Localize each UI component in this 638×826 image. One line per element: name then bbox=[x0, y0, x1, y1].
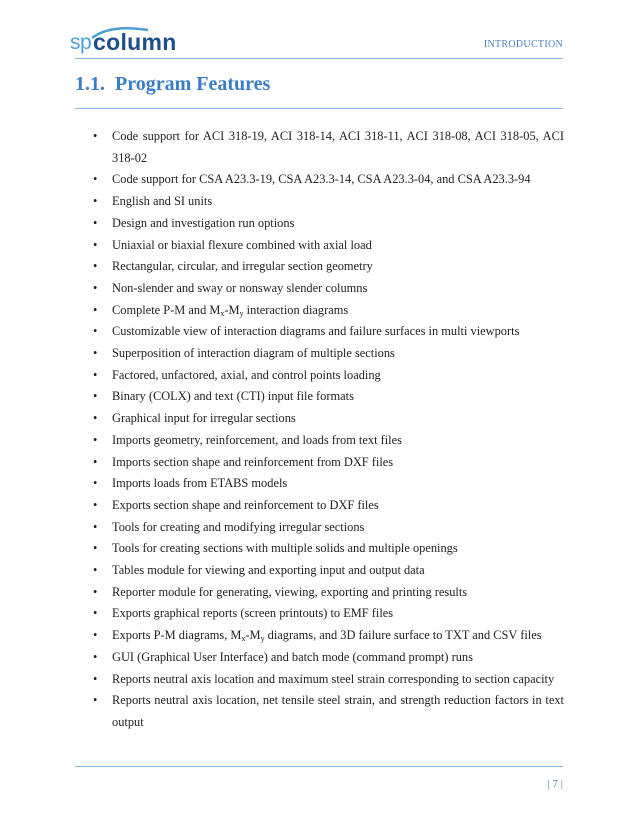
list-item bbox=[92, 625, 564, 647]
list-item bbox=[92, 278, 564, 300]
header-divider bbox=[75, 58, 563, 59]
spcolumn-logo bbox=[70, 26, 190, 56]
bullet-icon: • bbox=[93, 215, 98, 230]
list-item bbox=[92, 235, 564, 257]
feature-text: Code support for CSA A23.3-19, CSA A23.3-14, CSA A23.3-04, and CSA A23.3-94 bbox=[112, 172, 531, 187]
bullet-icon: • bbox=[93, 389, 98, 404]
bullet-icon: • bbox=[93, 671, 98, 686]
list-item bbox=[92, 213, 564, 235]
feature-text: Customizable view of interaction diagrams and failure surfaces in multi viewports bbox=[112, 324, 520, 339]
bullet-icon: • bbox=[93, 259, 98, 274]
bullet-icon: • bbox=[93, 346, 98, 361]
list-item bbox=[92, 300, 564, 322]
list-item bbox=[92, 473, 564, 495]
list-item bbox=[92, 560, 564, 582]
bullet-icon: • bbox=[93, 324, 98, 339]
section-title: Program Features bbox=[115, 73, 271, 95]
list-item bbox=[92, 365, 564, 387]
bullet-icon: • bbox=[93, 302, 98, 317]
bullet-icon: • bbox=[93, 129, 98, 143]
footer-divider bbox=[75, 766, 563, 767]
logo-prefix: sp bbox=[70, 31, 92, 54]
logo-name: column bbox=[93, 29, 177, 55]
feature-text: Rectangular, circular, and irregular section geometry bbox=[112, 259, 373, 274]
feature-text: Imports section shape and reinforcement from DXF files bbox=[112, 454, 394, 469]
feature-text: Binary (COLX) and text (CTI) input file formats bbox=[112, 389, 354, 404]
list-item bbox=[92, 495, 564, 517]
feature-text: Exports graphical reports (screen printouts) to EMF files bbox=[112, 606, 394, 621]
feature-text: Tools for creating and modifying irregular sections bbox=[112, 519, 365, 534]
bullet-icon: • bbox=[93, 172, 98, 187]
page-number: | 7 | bbox=[547, 778, 563, 790]
list-item bbox=[92, 343, 564, 365]
list-item bbox=[92, 538, 564, 560]
list-item bbox=[92, 690, 564, 733]
list-item bbox=[92, 603, 564, 625]
feature-text: Imports geometry, reinforcement, and loads from text files bbox=[112, 432, 402, 447]
feature-text: Exports section shape and reinforcement to DXF files bbox=[112, 497, 379, 512]
feature-text: Non-slender and sway or nonsway slender columns bbox=[112, 280, 368, 295]
bullet-icon: • bbox=[93, 584, 98, 599]
feature-text: Code support for ACI 318-19, ACI 318-14, ACI 318-11, ACI 318-08, ACI 318-05, ACI 318-02 bbox=[112, 129, 564, 165]
bullet-icon: • bbox=[93, 280, 98, 295]
section-number: 1.1. bbox=[75, 73, 105, 95]
list-item bbox=[92, 452, 564, 474]
bullet-icon: • bbox=[93, 411, 98, 426]
feature-text: Tools for creating sections with multiple solids and multiple openings bbox=[112, 541, 458, 556]
feature-text: GUI (Graphical User Interface) and batch mode (command prompt) runs bbox=[112, 649, 473, 664]
bullet-icon: • bbox=[93, 194, 98, 209]
bullet-icon: • bbox=[93, 519, 98, 534]
bullet-icon: • bbox=[93, 693, 98, 708]
list-item bbox=[92, 517, 564, 539]
feature-text: Reports neutral axis location and maximum steel strain corresponding to section capacity bbox=[112, 671, 555, 686]
feature-text: English and SI units bbox=[112, 194, 213, 209]
list-item bbox=[92, 647, 564, 669]
feature-text: Tables module for viewing and exporting input and output data bbox=[112, 563, 425, 578]
bullet-icon: • bbox=[93, 432, 98, 447]
feature-text: Imports loads from ETABS models bbox=[112, 476, 288, 491]
bullet-icon: • bbox=[93, 649, 98, 664]
feature-text: Design and investigation run options bbox=[112, 215, 295, 230]
list-item bbox=[92, 256, 564, 278]
feature-text: Factored, unfactored, axial, and control points loading bbox=[112, 367, 381, 382]
bullet-icon: • bbox=[93, 476, 98, 491]
bullet-icon: • bbox=[93, 454, 98, 469]
bullet-icon: • bbox=[93, 237, 98, 252]
bullet-icon: • bbox=[93, 628, 98, 643]
list-item bbox=[92, 386, 564, 408]
list-item bbox=[92, 321, 564, 343]
bullet-icon: • bbox=[93, 367, 98, 382]
title-divider bbox=[75, 108, 563, 109]
feature-list bbox=[92, 126, 564, 734]
feature-text: Uniaxial or biaxial flexure combined with axial load bbox=[112, 237, 372, 252]
feature-text: Graphical input for irregular sections bbox=[112, 411, 296, 426]
list-item bbox=[92, 669, 564, 691]
bullet-icon: • bbox=[93, 563, 98, 578]
list-item bbox=[92, 126, 564, 169]
list-item bbox=[92, 191, 564, 213]
bullet-icon: • bbox=[93, 497, 98, 512]
list-item bbox=[92, 582, 564, 604]
list-item bbox=[92, 408, 564, 430]
list-item bbox=[92, 169, 564, 191]
bullet-icon: • bbox=[93, 606, 98, 621]
feature-text: Exports P-M diagrams, $M_x-M_y$ diagrams, and 3D failure surface to TXT and CSV files bbox=[112, 628, 542, 644]
section-heading bbox=[75, 73, 270, 96]
feature-text: Reports neutral axis location, net tensile steel strain, and strength reduction factors in text output bbox=[112, 693, 564, 729]
feature-text: Superposition of interaction diagram of multiple sections bbox=[112, 346, 395, 361]
list-item bbox=[92, 430, 564, 452]
feature-text: Complete P-M and $M_x-M_y$ interaction diagrams bbox=[112, 302, 349, 318]
feature-text: Reporter module for generating, viewing, exporting and printing results bbox=[112, 584, 468, 599]
header-section-label: INTRODUCTION bbox=[483, 39, 563, 50]
bullet-icon: • bbox=[93, 541, 98, 556]
